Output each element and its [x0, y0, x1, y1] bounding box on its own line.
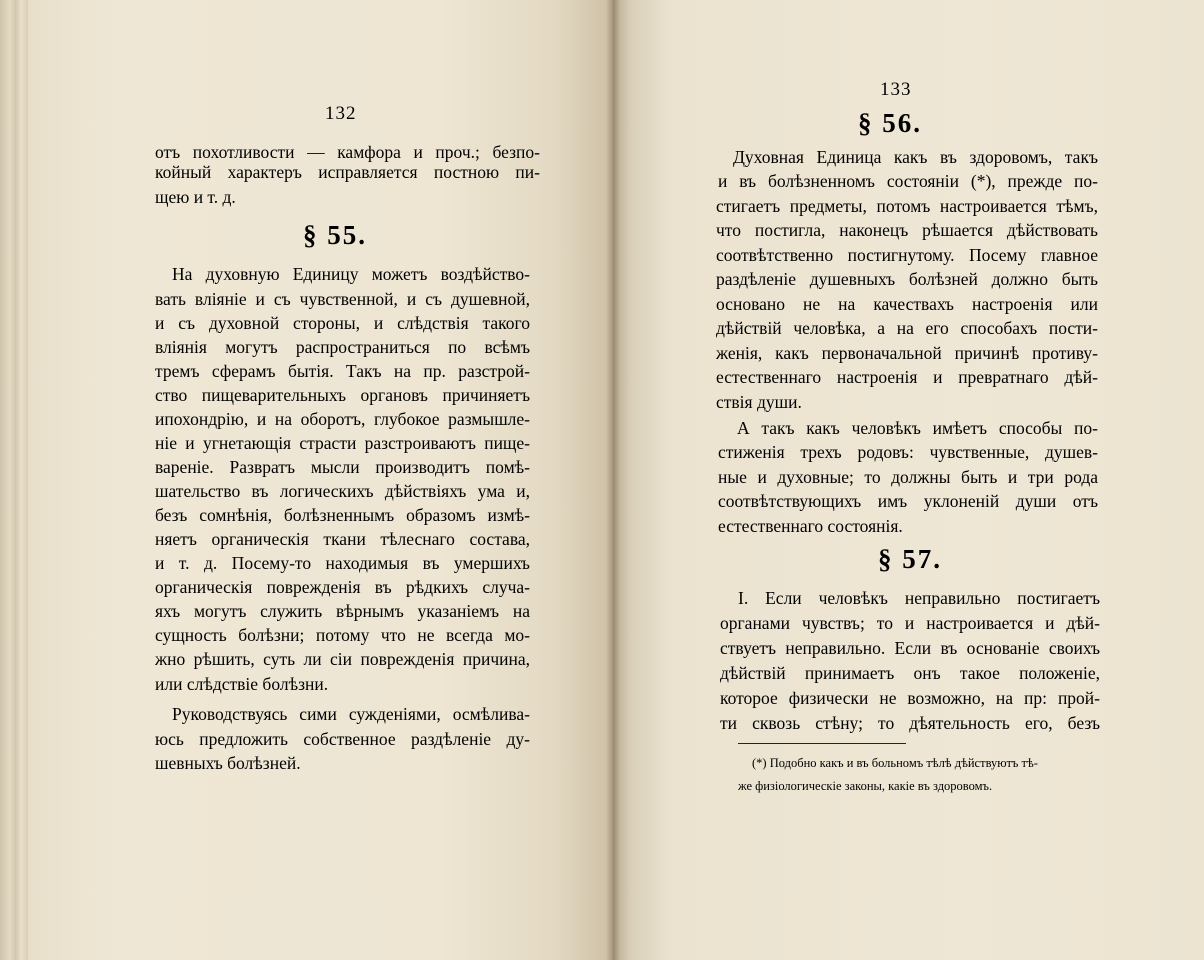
right-p2-line: естественнаго состоянія. — [718, 516, 903, 536]
right-section-heading-56: § 56. — [858, 108, 922, 138]
left-section-heading: § 55. — [303, 220, 367, 250]
footnote-divider — [738, 743, 906, 744]
left-p2-line: ство пищеварительныхъ органовъ причиняетъ — [155, 385, 530, 405]
left-p2-line: яхъ могутъ служить вѣрнымъ указаніемъ на — [155, 601, 530, 621]
left-p2-line: и т. д. Посему-то находимыя въ умершихъ — [155, 553, 530, 573]
right-p3-line: дѣйствій принимаетъ онъ такое положеніе, — [720, 663, 1100, 683]
left-p2-line: и съ духовной стороны, и слѣдствія такого — [155, 313, 530, 333]
page-stack-edge — [0, 0, 28, 960]
right-p2-line: А такъ какъ человѣкъ имѣетъ способы по- — [737, 418, 1098, 438]
left-page-number: 132 — [325, 103, 357, 124]
right-p3-line: органами чувствъ; то и настроивается и дѣй- — [720, 613, 1100, 633]
right-p1-line: ствія души. — [716, 392, 802, 412]
footnote-line: же физіологическіе законы, какіе въ здоровомъ. — [738, 779, 993, 793]
right-section-heading-57: § 57. — [878, 544, 942, 574]
right-p2-line: соотвѣтствующихъ имъ уклоненій души отъ — [718, 491, 1098, 511]
left-p2-line: вать вліяніе и съ чувственной, и съ душевной, — [155, 289, 530, 309]
left-p1-line: отъ похотливости — камфора и проч.; безпо- — [155, 142, 540, 162]
footnote-line: (*) Подобно какъ и въ больномъ тѣлѣ дѣйствуютъ тѣ- — [752, 756, 1038, 770]
left-p2-line: ніе и угнетающія страсти разстроиваютъ пище- — [155, 433, 530, 453]
book-gutter — [606, 0, 620, 960]
right-p3-line: I. Если человѣкъ неправильно постигаетъ — [738, 588, 1100, 608]
left-p2-line: жно рѣшить, суть ли сіи поврежденія причина, — [155, 649, 530, 669]
right-p1-line: естественнаго настроенія и превратнаго дѣй- — [716, 367, 1098, 387]
left-p3-line: юсь предложить собственное раздѣленіе ду- — [155, 729, 530, 749]
right-p2-line: ные и духовные; то должны быть и три рода — [718, 467, 1098, 487]
left-p2-line: На духовную Единицу можетъ воздѣйство- — [172, 264, 530, 284]
right-page-number: 133 — [880, 79, 912, 100]
right-p1-line: стигаетъ предметы, потомъ настроивается тѣмъ, — [716, 196, 1098, 216]
left-p2-line: или слѣдствіе болѣзни. — [155, 674, 329, 694]
left-p2-line: шательство въ логическихъ дѣйствіяхъ ума и, — [155, 481, 530, 501]
right-p1-line: основано не на качествахъ настроенія или — [716, 294, 1098, 314]
left-p2-line: тремъ сферамъ бытія. Такъ на пр. разстрой- — [155, 361, 530, 381]
left-p2-line: няетъ органическія ткани тѣлеснаго состава, — [155, 529, 530, 549]
left-p2-line: ипохондрію, и на оборотъ, глубокое размышле- — [155, 409, 530, 429]
right-p1-line: раздѣленіе душевныхъ болѣзней должно быть — [716, 269, 1098, 289]
left-p2-line: сущность болѣзни; потому что не всегда мо- — [155, 625, 530, 645]
right-p3-line: ти сквозь стѣну; то дѣятельность его, безъ — [720, 713, 1100, 733]
right-p1-line: соотвѣтственно постигнутому. Посему главное — [716, 245, 1098, 265]
right-p1-line: дѣйствій человѣка, а на его способахъ пости- — [716, 318, 1098, 338]
right-p1-line: что постигла, наконецъ рѣшается дѣйствовать — [716, 220, 1098, 240]
right-p1-line: Духовная Единица какъ въ здоровомъ, такъ — [733, 147, 1098, 167]
left-p2-line: органическія поврежденія въ рѣдкихъ случа- — [155, 577, 530, 597]
left-p1-line: койный характеръ исправляется постною пи- — [155, 162, 540, 182]
left-p2-line: безъ сомнѣнія, болѣзненнымъ образомъ измѣ- — [155, 505, 530, 525]
right-p1-line: и въ болѣзненномъ состояніи (*), прежде по- — [718, 171, 1098, 191]
right-p1-line: женія, какъ первоначальной причинѣ противу- — [716, 343, 1098, 363]
right-p2-line: стиженія трехъ родовъ: чувственные, душев- — [718, 442, 1098, 462]
left-p3-line: Руководствуясь сими сужденіями, осмѣлива- — [172, 704, 530, 724]
left-p2-line: вліянія могутъ распространиться по всѣмъ — [155, 337, 530, 357]
left-p2-line: вареніе. Развратъ мысли производитъ помѣ- — [155, 457, 530, 477]
right-p3-line: ствуетъ неправильно. Если въ основаніе своихъ — [720, 638, 1100, 658]
left-p3-line: шевныхъ болѣзней. — [155, 753, 301, 773]
right-p3-line: которое физически не возможно, на пр: прой- — [720, 688, 1100, 708]
left-p1-line: щею и т. д. — [155, 187, 236, 207]
